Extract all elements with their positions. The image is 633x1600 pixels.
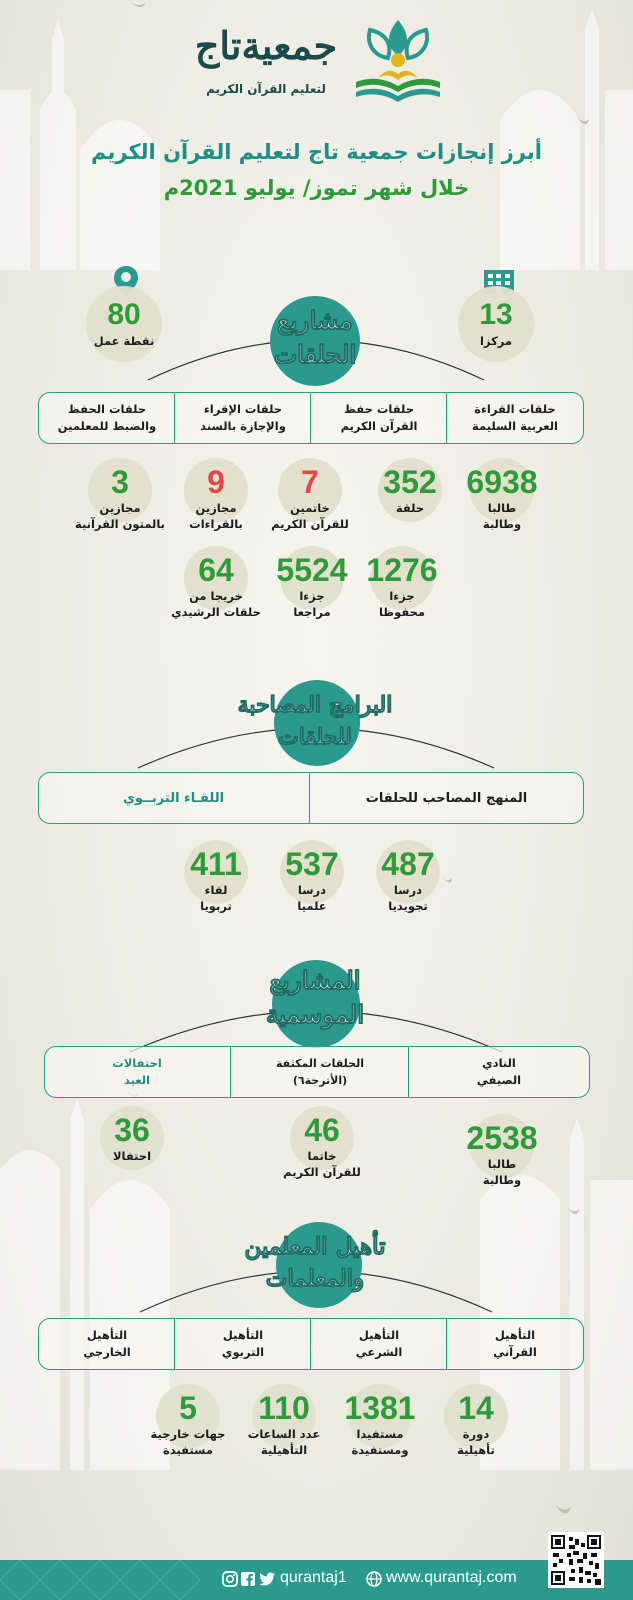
category-line: الصيفي [476,1073,522,1087]
stat-value: 1276 [366,552,438,588]
stat-label [256,882,368,914]
category-line: العيد [123,1073,151,1087]
stat-label-line: حلقة [395,501,425,515]
category-cell [311,1319,447,1369]
logo-emblem-icon [348,12,448,104]
twitter-icon[interactable] [258,1571,276,1587]
category-line: التأهيل [222,1328,264,1342]
social-handle[interactable]: qurantaj1 [280,1569,347,1586]
stat-value: 14 [458,1390,494,1426]
category-line: النادي [482,1056,516,1070]
stat-label-line: دورة [462,1427,490,1441]
stat-label [266,1148,378,1180]
stat-label-line: مستفيدة [163,1443,213,1457]
section3-badge-line1: المشاريع [269,966,361,995]
stat-label [420,1426,532,1458]
category-cell [39,1319,175,1369]
stat-label-line: خاتما [307,1149,337,1163]
category-cell [447,393,583,443]
category-line: حلقات القراءة [474,402,556,416]
category-line: القرآن الكريم [340,419,418,433]
stat-label [56,500,184,532]
stat-value: 6938 [466,464,538,500]
category-line: القرآني [493,1345,537,1359]
stat-value: 411 [190,846,242,882]
stat-value: 1381 [344,1390,416,1426]
section1-badge-line1: مشاريع [277,306,353,335]
stat-label-line: جزءا [389,589,415,603]
stat-label [132,1426,244,1458]
stat-value: 36 [114,1112,150,1148]
stat-label-line: ومستفيدة [351,1443,409,1457]
stat-label-line: لقاء [204,883,228,897]
category-line: والإجازة بالسند [200,419,286,433]
page-subtitle: خلال شهر تموز/ يوليو 2021م [163,176,470,200]
stat-label-line: عدد الساعات [247,1427,321,1441]
instagram-icon[interactable] [222,1571,238,1587]
category-line: والضبط للمعلمين [57,419,157,433]
section2-badge-line1: البرامج المصاحبة [237,692,393,718]
stat-label-line: درسا [297,883,327,897]
stat-value: 7 [301,464,319,500]
stat-label-line: طالبا [487,501,517,515]
facebook-icon[interactable] [240,1571,256,1587]
stat-label-line: خاتمين [290,501,330,515]
stat-value: 110 [258,1390,310,1426]
category-line: التأهيل [494,1328,536,1342]
stat-label [324,1426,436,1458]
category-cell [409,1047,589,1097]
stat-label-line: تجويديا [388,899,428,913]
section3-categories-box [44,1046,590,1098]
stat-label-line: وطالبة [482,517,522,531]
stat-label-line: محفوظا [378,605,426,619]
stat-label-line: علميا [297,899,327,913]
stat-label-line: مراجعا [293,605,331,619]
category-line: احتفالات [112,1056,162,1070]
stat-label [76,1148,188,1164]
stat-label-line: احتفالا [112,1149,152,1163]
brand-subtitle: لتعليم القرآن الكريم [206,82,326,96]
stat-label [354,500,466,516]
category-line: التأهيل [86,1328,128,1342]
category-line: الحلقات المكثفة [276,1057,364,1070]
globe-icon [366,1571,382,1587]
page-title: أبرز إنجازات جمعية تاج لتعليم القرآن الكريم [91,140,542,164]
section4-categories-box [38,1318,584,1370]
category-line: حلقات الإقراء [203,402,283,416]
stat-value: 9 [207,464,225,500]
category-line: حلقات الحفظ [67,402,147,416]
stat-label [446,1156,558,1188]
stat-label-line: التأهيلية [260,1443,308,1457]
category-line: العربية السليمة [472,419,558,433]
website-link[interactable]: www.qurantaj.com [386,1569,517,1586]
section2-categories-box [38,772,584,824]
stat-label-line: تربويا [200,899,232,913]
stat-value: 5 [179,1390,197,1426]
section1-badge-line2: الحلقات [273,340,357,369]
stat-label-line: مستفيدا [356,1427,404,1441]
stat-value: 352 [383,464,437,500]
section2-badge-line2: للحلقات [277,724,352,750]
stat-value: 3 [111,464,129,500]
category-cell: اللقـاء التربــوي [122,790,225,806]
category-cell [43,1047,231,1097]
stat-label-line: مجازين [99,501,141,515]
stat-label-line: بالمتون القرآنية [74,517,165,531]
stat-label-line: درسا [393,883,423,897]
brand-name: جمعيةتاج [194,23,338,68]
qr-code-icon[interactable] [548,1532,604,1588]
category-cell [39,393,175,443]
stat-value: 64 [198,552,234,588]
stat-label-line: طالبا [487,1157,517,1171]
category-line: الشرعي [355,1345,403,1359]
category-cell [175,393,311,443]
stat-label [160,882,272,914]
stat-label-line: وطالبة [482,1173,522,1187]
category-line: حلقات حفظ [343,402,415,416]
stat-value: 537 [285,846,339,882]
stat-label-line: خريجا من [189,589,243,603]
category-cell: المنهج المصاحب للحلقات [365,790,528,806]
stat-label [228,1426,340,1458]
stat-label-line: للقرآن الكريم [283,1165,361,1179]
stat-label-line: حلقات الرشيدي [171,605,261,619]
stat-label-line: جهات خارجية [150,1427,226,1441]
stat-label-line: مجازين [195,501,237,515]
section4-badge-line1: تأهيل المعلمين [244,1233,386,1260]
stat-value-centers: 13 [479,298,513,331]
stat-value: 46 [304,1112,340,1148]
stat-label-line: جزءا [299,589,325,603]
category-line: التربوي [221,1345,265,1359]
section4-badge-line2: والمعلمات [265,1265,365,1292]
category-line: الخارجي [83,1345,131,1359]
stat-label-centers: مركزا [479,334,513,348]
stat-label-line: تأهيلية [457,1443,495,1457]
stat-value: 2538 [466,1120,538,1156]
stat-label [352,882,464,914]
category-line: (الأترجة٦) [292,1074,348,1087]
stat-label-line: بالقراءات [189,517,243,531]
stat-label-line: للقرآن الكريم [271,517,349,531]
category-cell [447,1319,583,1369]
stat-label-work-points: نقطة عمل [93,334,155,348]
stat-value-work-points: 80 [107,298,141,331]
section3-badge-line2: الموسمية [265,1000,365,1029]
stat-value: 487 [381,846,435,882]
category-cell [231,1047,409,1097]
section1-categories-box [38,392,584,444]
category-line: التأهيل [358,1328,400,1342]
category-cell [311,393,447,443]
stat-value: 5524 [276,552,348,588]
category-cell [175,1319,311,1369]
stat-label [152,588,280,620]
